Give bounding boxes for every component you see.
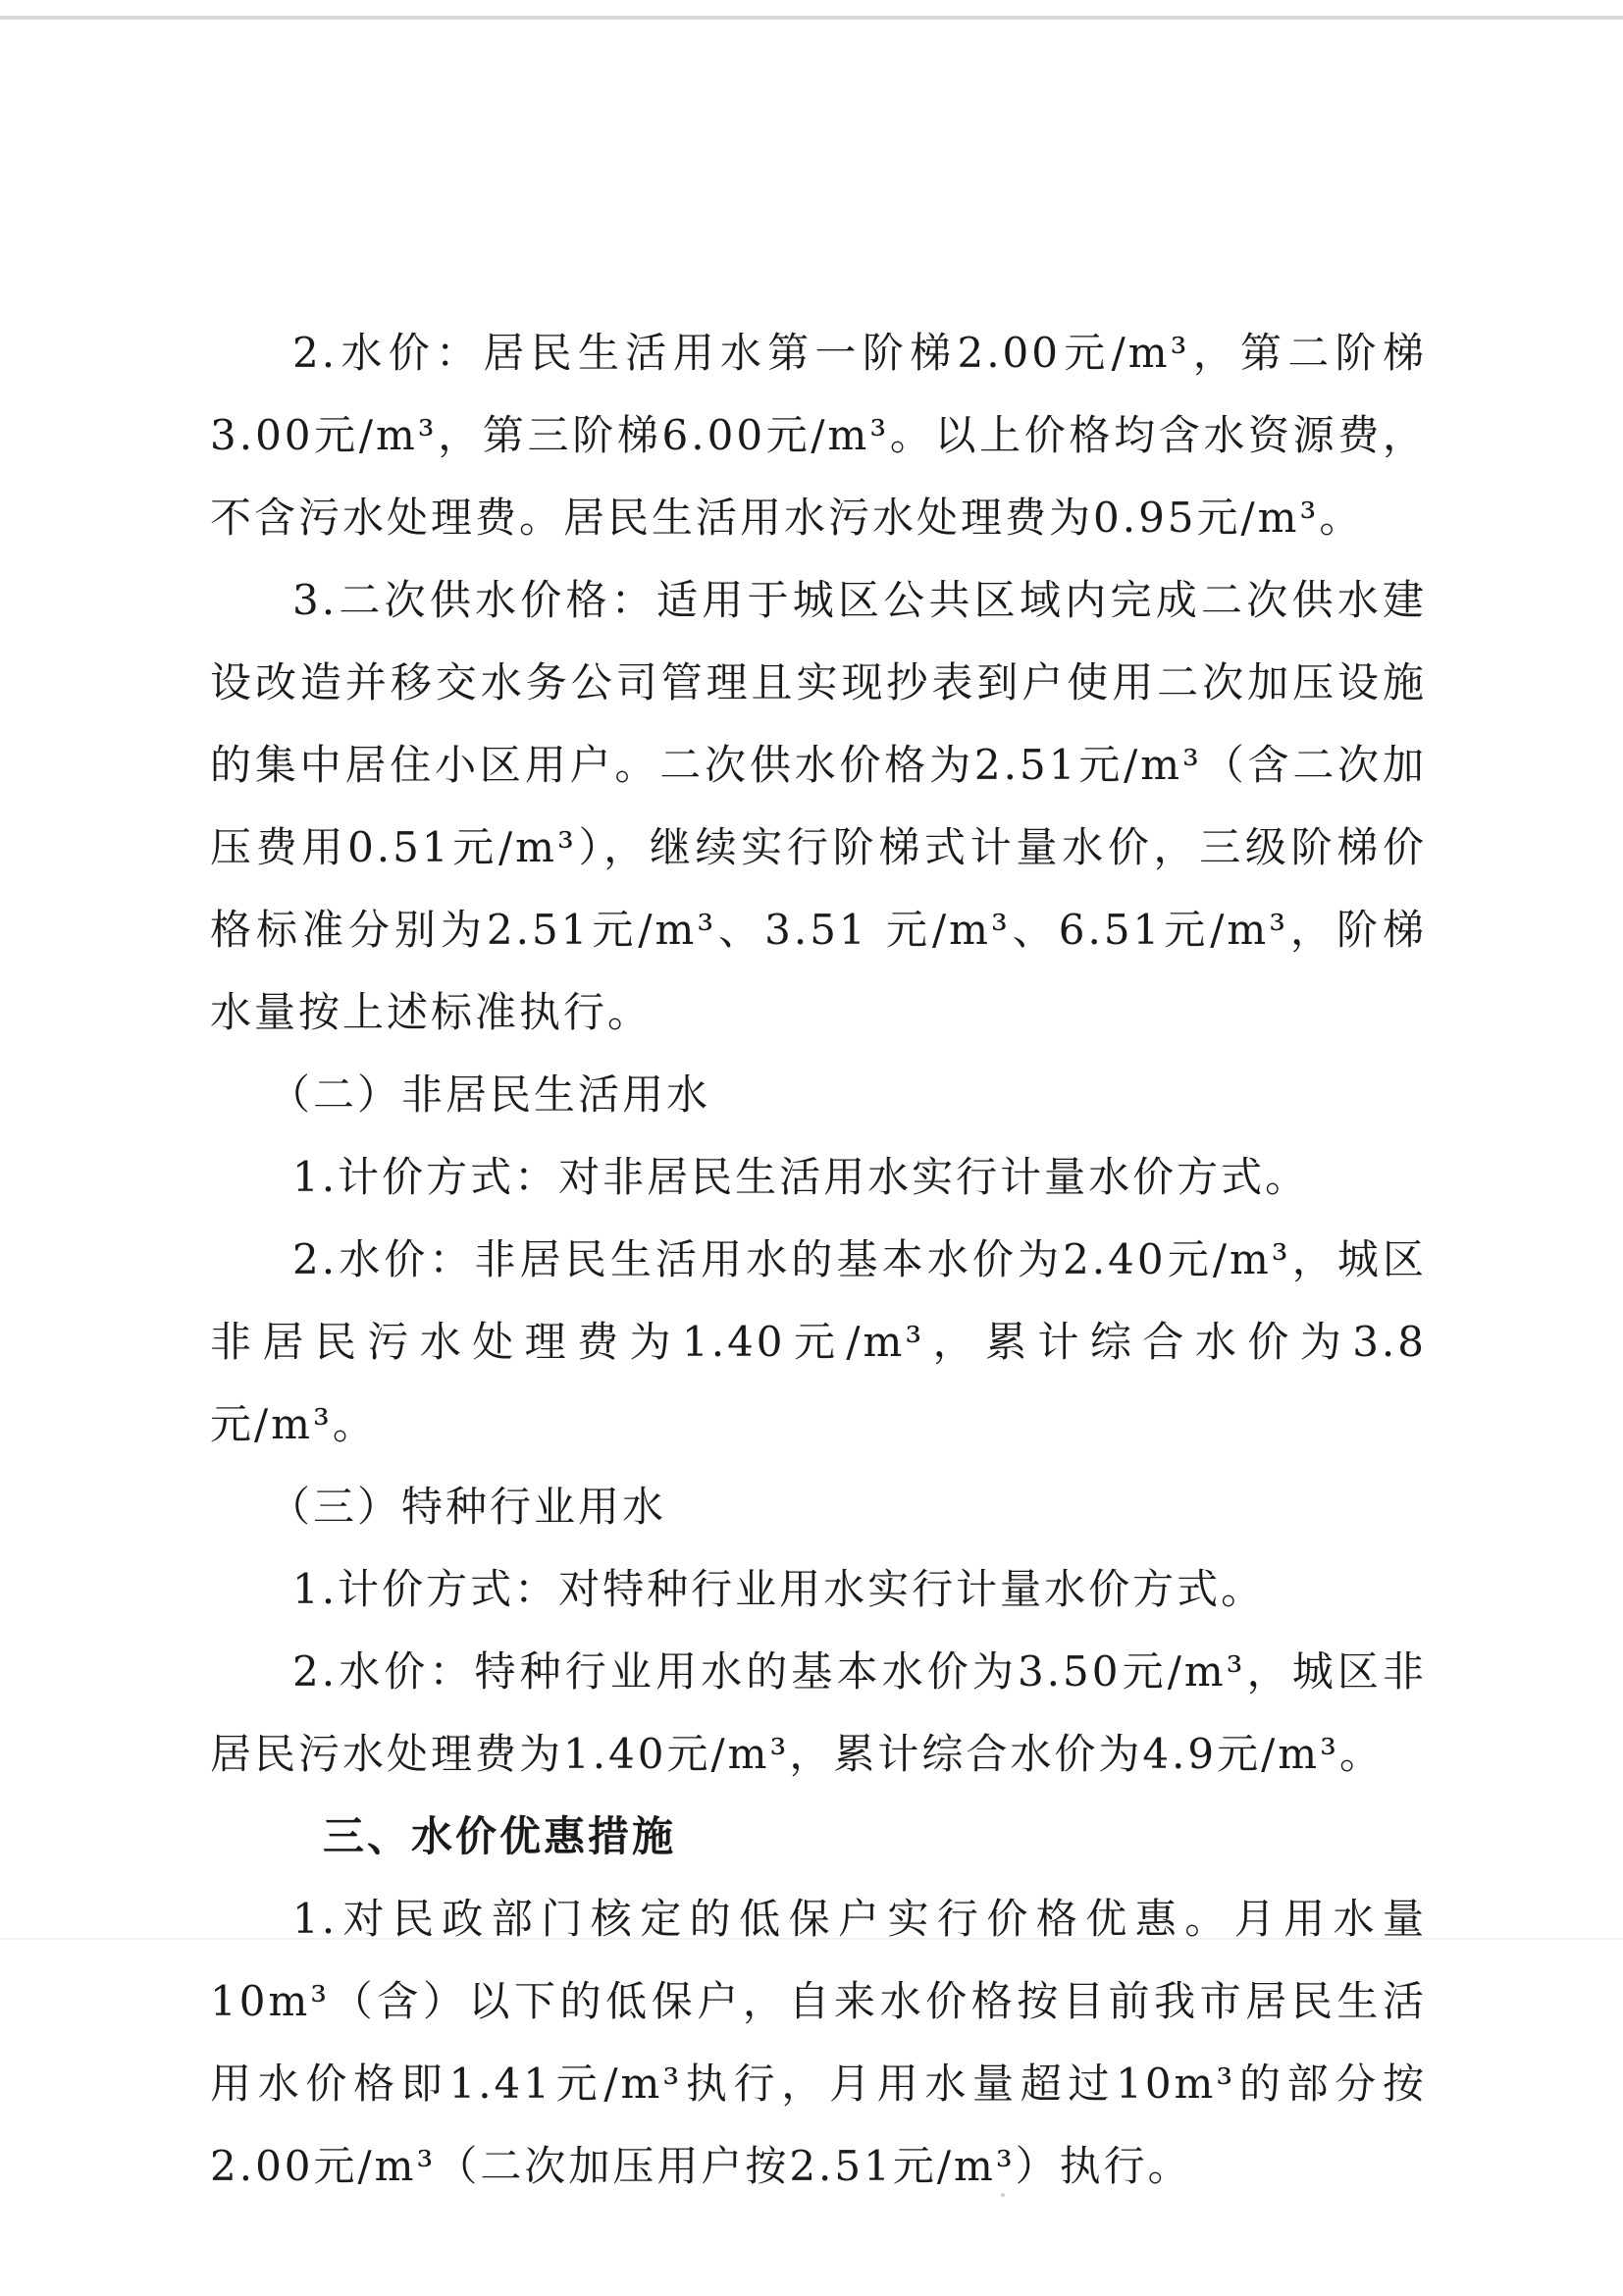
paragraph-non-residential-pricing-method: 1.计价方式：对非居民生活用水实行计量水价方式。 <box>292 1153 1310 1201</box>
subheading-non-residential: （二）非居民生活用水 <box>269 1070 711 1119</box>
document-body <box>210 312 1427 2208</box>
paragraph-special-industry-water-price: 2.水价：特种行业用水的基本水价为3.50元/m³，城区非居民污水处理费为1.40元/m³，累计综合水价为4.9元/m³。 <box>210 1647 1427 1778</box>
paragraph-residential-water-price: 2.水价：居民生活用水第一阶梯2.00元/m³，第二阶梯3.00元/m³，第三阶梯6.00元/m³。以上价格均含水资源费，不含污水处理费。居民生活用水污水处理费为0.95元/m³。 <box>210 329 1427 542</box>
paragraph-low-income-discount: 1.对民政部门核定的低保户实行价格优惠。月用水量10m³（含）以下的低保户，自来水价格按目前我市居民生活用水价格即1.41元/m³执行，月用水量超过10m³的部分按2.00元/m³（二次加压用户按2.51元/m³）执行。 <box>210 1895 1427 2190</box>
paragraph-non-residential-water-price: 2.水价：非居民生活用水的基本水价为2.40元/m³，城区非居民污水处理费为1.40元/m³，累计综合水价为3.8元/m³。 <box>210 1235 1427 1448</box>
paragraph-secondary-supply-price: 3.二次供水价格：适用于城区公共区域内完成二次供水建设改造并移交水务公司管理且实现抄表到户使用二次加压设施的集中居住小区用户。二次供水价格为2.51元/m³（含二次加压费用0.51元/m³），继续实行阶梯式计量水价，三级阶梯价格标准分别为2.51元/m³、3.51 元/m³、6.51元/m³，阶梯水量按上述标准执行。 <box>210 576 1427 1036</box>
scan-speck <box>1001 2193 1005 2197</box>
subheading-special-industry: （三）特种行业用水 <box>269 1483 667 1531</box>
scan-top-edge <box>0 16 1623 20</box>
paragraph-special-industry-pricing-method: 1.计价方式：对特种行业用水实行计量水价方式。 <box>292 1565 1266 1613</box>
section-heading-discount-measures: 三、水价优惠措施 <box>323 1812 677 1860</box>
